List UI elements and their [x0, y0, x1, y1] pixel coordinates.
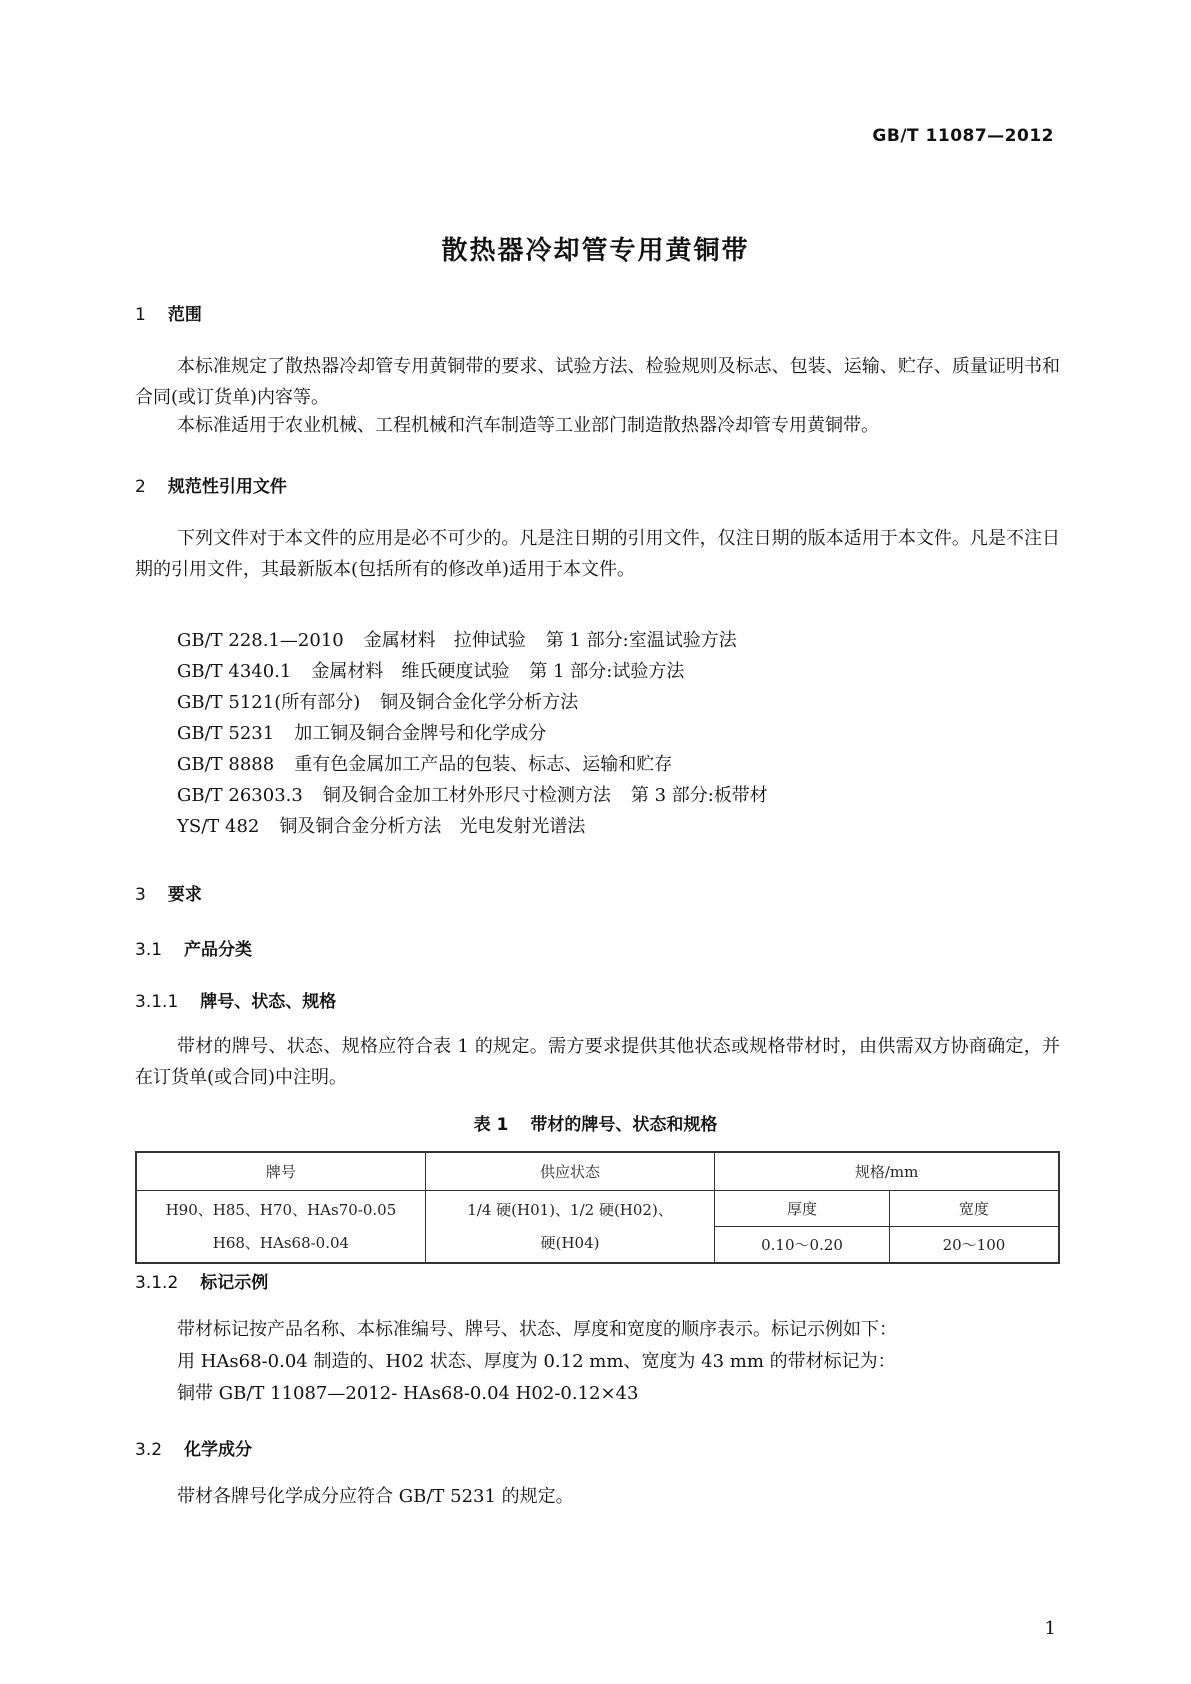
cell-grade	[136, 1191, 425, 1264]
section-number: 3.1.1	[135, 992, 179, 1012]
grade-temper-spec-table	[135, 1151, 1060, 1264]
header-temper: 供应状态	[425, 1152, 714, 1191]
cell-width: 20～100	[889, 1227, 1059, 1264]
section-2-paragraph-1: 下列文件对于本文件的应用是必不可少的。凡是注日期的引用文件，仅注日期的版本适用于本文件。凡是不注日期的引用文件，其最新版本(包括所有的修改单)适用于本文件。	[135, 528, 1060, 580]
reference-title: 金属材料 维氏硬度试验	[311, 661, 510, 682]
section-number: 1	[135, 305, 146, 325]
reference-item	[177, 780, 768, 811]
normative-reference-list	[177, 625, 768, 842]
reference-part: 第 3 部分:板带材	[630, 785, 768, 806]
standard-code: GB/T 11087—2012	[872, 126, 1054, 146]
reference-part: 第 1 部分:试验方法	[529, 661, 685, 682]
reference-title: 铜及铜合金分析方法 光电发射光谱法	[279, 816, 586, 837]
table-number: 表 1	[473, 1115, 509, 1135]
section-number: 3.1.2	[135, 1273, 179, 1293]
reference-title: 加工铜及铜合金牌号和化学成分	[294, 723, 547, 744]
reference-title: 铜及铜合金化学分析方法	[380, 692, 579, 713]
table-header-row	[136, 1152, 1059, 1191]
reference-part: 第 1 部分:室温试验方法	[545, 630, 737, 651]
header-width: 宽度	[889, 1191, 1059, 1227]
section-title: 产品分类	[184, 940, 253, 960]
grade-line-1: H90、H85、H70、HAs70-0.05	[165, 1200, 397, 1219]
section-3-2-paragraph: 带材各牌号化学成分应符合 GB/T 5231 的规定。	[177, 1486, 574, 1507]
temper-line-2: 硬(H04)	[540, 1233, 600, 1252]
header-grade: 牌号	[136, 1152, 425, 1191]
section-1-heading	[135, 300, 202, 325]
section-3-1-1-paragraph: 带材的牌号、状态、规格应符合表 1 的规定。需方要求提供其他状态或规格带材时，由供需双方协商确定，并在订货单(或合同)中注明。	[135, 1036, 1060, 1088]
reference-code: GB/T 26303.3	[177, 785, 303, 806]
section-3-heading	[135, 880, 202, 905]
section-1-paragraph-2: 本标准适用于农业机械、工程机械和汽车制造等工业部门制造散热器冷却管专用黄铜带。	[177, 415, 879, 436]
temper-line-1: 1/4 硬(H01)、1/2 硬(H02)、	[467, 1200, 673, 1219]
reference-code: GB/T 4340.1	[177, 661, 292, 682]
marking-example-line-1: 带材标记按产品名称、本标准编号、牌号、状态、厚度和宽度的顺序表示。标记示例如下：	[177, 1319, 897, 1340]
header-spec: 规格/mm	[715, 1152, 1059, 1191]
grade-line-2: H68、HAs68-0.04	[212, 1233, 350, 1252]
reference-item	[177, 718, 768, 749]
table-caption: 带材的牌号、状态和规格	[530, 1115, 718, 1135]
reference-item	[177, 749, 768, 780]
section-title: 规范性引用文件	[167, 477, 287, 497]
reference-title: 重有色金属加工产品的包装、标志、运输和贮存	[294, 754, 673, 775]
reference-title: 铜及铜合金加工材外形尺寸检测方法	[322, 785, 611, 806]
reference-code: GB/T 228.1—2010	[177, 630, 344, 651]
section-2-heading	[135, 472, 287, 497]
table-row	[136, 1191, 1059, 1227]
section-title: 牌号、状态、规格	[200, 992, 337, 1012]
section-3-2-heading	[135, 1435, 252, 1460]
reference-item	[177, 625, 768, 656]
cell-thickness: 0.10～0.20	[715, 1227, 890, 1264]
reference-code: YS/T 482	[177, 816, 260, 837]
reference-title: 金属材料 拉伸试验	[363, 630, 526, 651]
document-title: 散热器冷却管专用黄铜带	[441, 236, 750, 266]
section-number: 2	[135, 477, 146, 497]
cell-temper	[425, 1191, 714, 1264]
section-title: 范围	[167, 305, 202, 325]
section-1-paragraph-1: 本标准规定了散热器冷却管专用黄铜带的要求、试验方法、检验规则及标志、包装、运输、贮存、质量证明书和合同(或订货单)内容等。	[135, 356, 1060, 408]
section-number: 3	[135, 885, 146, 905]
reference-code: GB/T 5121(所有部分)	[177, 692, 361, 713]
reference-item	[177, 811, 768, 842]
section-number: 3.1	[135, 940, 163, 960]
reference-item	[177, 687, 768, 718]
section-title: 化学成分	[184, 1440, 253, 1460]
reference-item	[177, 656, 768, 687]
table-1-title	[0, 1110, 1191, 1135]
section-title: 要求	[167, 885, 202, 905]
reference-code: GB/T 5231	[177, 723, 275, 744]
page-number: 1	[1044, 1618, 1056, 1639]
marking-example-line-2: 用 HAs68-0.04 制造的、H02 状态、厚度为 0.12 mm、宽度为 43 mm 的带材标记为：	[177, 1351, 896, 1372]
section-3-1-2-heading	[135, 1268, 268, 1293]
header-thickness: 厚度	[715, 1191, 890, 1227]
marking-example-line-3: 铜带 GB/T 11087—2012- HAs68-0.04 H02-0.12×43	[177, 1383, 639, 1404]
section-number: 3.2	[135, 1440, 163, 1460]
section-title: 标记示例	[200, 1273, 269, 1293]
reference-code: GB/T 8888	[177, 754, 275, 775]
section-3-1-heading	[135, 935, 252, 960]
section-3-1-1-heading	[135, 987, 336, 1012]
